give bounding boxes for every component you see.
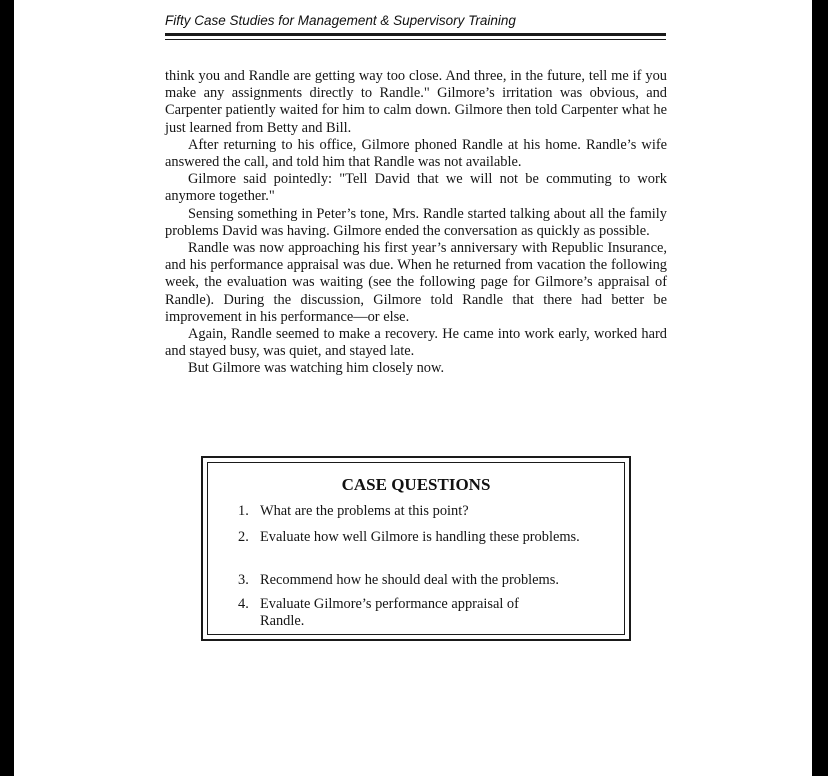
case-question-3 [238,572,593,589]
paragraph-3: Gilmore said pointedly: "Tell David that we will not be commuting to work anymore together." [165,171,667,205]
question-number: 1. [238,503,249,519]
question-number: 3. [238,572,249,588]
question-text: Recommend how he should deal with the problems. [260,572,559,588]
question-text: Evaluate Gilmore’s performance appraisal of Randle. [260,596,519,630]
header-rule-thick [165,33,666,36]
paragraph-1: think you and Randle are getting way too close. And three, in the future, tell me if you make any assignments directly to Randle." Gilmore’s irritation was obvious, and Carpenter patiently waited for him to calm down. Gilmore then told Carpenter what he just learned from Betty and Bill. [165,68,667,136]
case-questions-inner-frame [207,462,625,635]
case-questions-box [201,456,631,641]
question-text: Evaluate how well Gilmore is handling these problems. [260,529,580,545]
question-number: 4. [238,596,249,612]
header-rule-thin [165,39,666,40]
paragraph-7: But Gilmore was watching him closely now. [188,360,445,377]
case-question-1 [238,503,593,520]
case-question-2 [238,529,593,546]
paragraph-6: Again, Randle seemed to make a recovery. He came into work early, worked hard and stayed busy, was quiet, and stayed late. [165,326,667,360]
running-header: Fifty Case Studies for Management & Supervisory Training [165,13,516,28]
question-number: 2. [238,529,249,545]
paragraph-4: Sensing something in Peter’s tone, Mrs. Randle started talking about all the family problems David was having. Gilmore ended the conversation as quickly as possible. [165,205,667,239]
paragraph-2: After returning to his office, Gilmore phoned Randle at his home. Randle’s wife answered the call, and told him that Randle was not available. [165,136,667,171]
question-text: What are the problems at this point? [260,503,469,519]
body-text [165,68,667,378]
paragraph-5: Randle was now approaching his first year’s anniversary with Republic Insurance, and his performance appraisal was due. When he returned from vacation the following week, the evaluation was waiting (see the following page for Gilmore’s appraisal of Randle). During the discussion, Gilmore told Randle that there had better be improvement in his performance—or else. [165,240,667,325]
case-question-4 [238,596,523,630]
case-questions-heading: CASE QUESTIONS [341,475,491,494]
document-page [14,0,812,776]
